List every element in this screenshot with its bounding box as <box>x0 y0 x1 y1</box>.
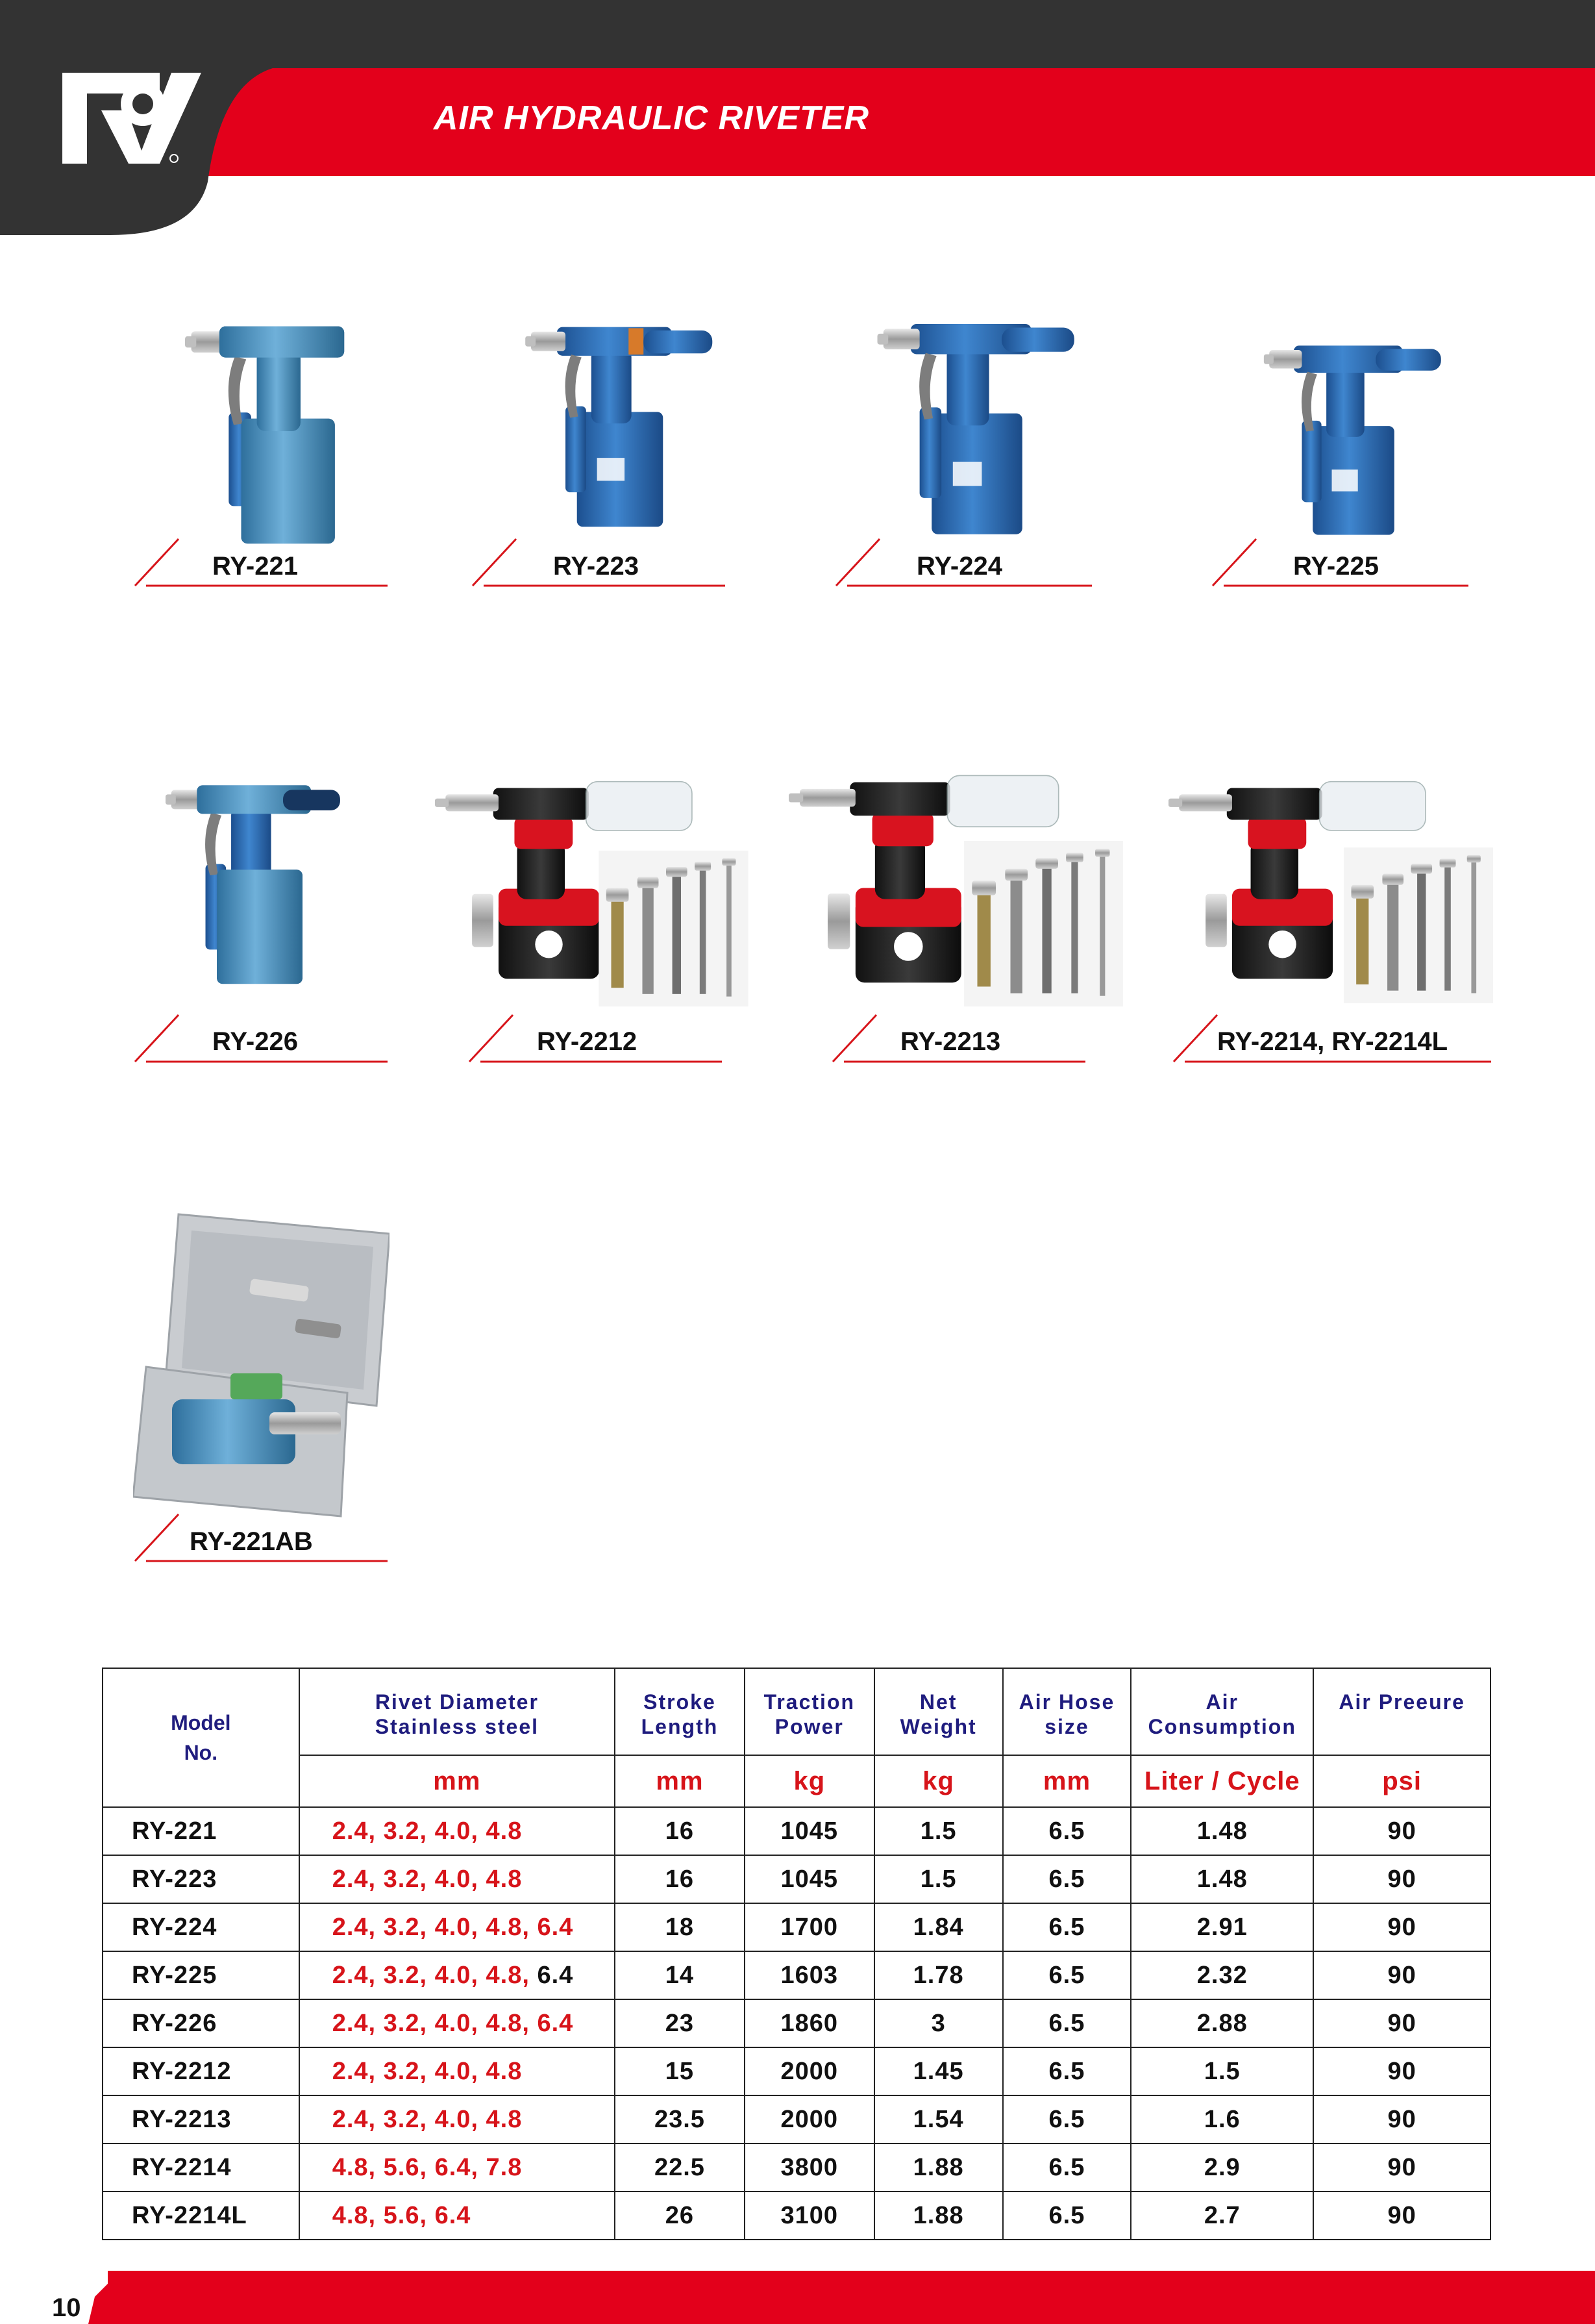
label-underline <box>133 1012 389 1064</box>
product-label-ry-2213: RY-2213 <box>900 1027 1001 1056</box>
stroke-cell: 16 <box>615 1855 745 1903</box>
table-row <box>103 1999 1490 2047</box>
weight-cell: 1.88 <box>874 2192 1003 2240</box>
stroke-cell: 22.5 <box>615 2143 745 2192</box>
psi-cell: 90 <box>1313 2143 1490 2192</box>
air-cell: 2.9 <box>1131 2143 1313 2192</box>
hose-cell: 6.5 <box>1003 2095 1131 2143</box>
label-underline <box>834 536 1094 588</box>
table-row <box>103 1855 1490 1903</box>
hose-cell: 6.5 <box>1003 1903 1131 1951</box>
model-cell: RY-225 <box>103 1951 299 1999</box>
hose-cell: 6.5 <box>1003 1807 1131 1855</box>
model-cell: RY-2214 <box>103 2143 299 2192</box>
header-stroke-length: Stroke Length <box>615 1668 745 1755</box>
header-model-label: Model No. <box>171 1711 231 1764</box>
product-photo-ry-221 <box>185 276 347 555</box>
psi-cell: 90 <box>1313 1903 1490 1951</box>
table-row <box>103 2192 1490 2240</box>
product-label-ry-226: RY-226 <box>212 1027 298 1056</box>
product-photo-ry-223 <box>513 286 727 532</box>
rivets-photo <box>958 841 1130 1006</box>
psi-cell: 90 <box>1313 2192 1490 2240</box>
header-air-pressure: Air Preeure <box>1313 1668 1490 1755</box>
rivet-diameter-cell: 2.4, 3.2, 4.0, 4.8, 6.4 <box>299 1999 615 2047</box>
psi-cell: 90 <box>1313 1855 1490 1903</box>
rivets-photo <box>1344 847 1493 1003</box>
unit-cell: kg <box>745 1755 874 1807</box>
rivet-diameter-cell: 2.4, 3.2, 4.0, 4.8, 6.4 <box>299 1903 615 1951</box>
product-photo-ry-226 <box>166 731 354 1003</box>
model-cell: RY-2213 <box>103 2095 299 2143</box>
footer-red-band <box>95 2271 1595 2324</box>
psi-cell: 90 <box>1313 1999 1490 2047</box>
header-model <box>103 1668 299 1807</box>
weight-cell: 1.45 <box>874 2047 1003 2095</box>
unit-cell: psi <box>1313 1755 1490 1807</box>
stroke-cell: 15 <box>615 2047 745 2095</box>
air-cell: 2.88 <box>1131 1999 1313 2047</box>
traction-cell: 1045 <box>745 1855 874 1903</box>
air-cell: 2.91 <box>1131 1903 1313 1951</box>
header-net-weight: Net Weight <box>874 1668 1003 1755</box>
weight-cell: 1.5 <box>874 1855 1003 1903</box>
product-photo-ry-224 <box>873 281 1081 540</box>
product-label-ry-221: RY-221 <box>212 552 298 581</box>
label-underline <box>1211 536 1470 588</box>
rivet-diameter-cell: 4.8, 5.6, 6.4 <box>299 2192 615 2240</box>
header-rivet-diameter: Rivet Diameter Stainless steel <box>299 1668 615 1755</box>
brand-logo <box>62 73 218 170</box>
header-air-consumption: Air Consumption <box>1131 1668 1313 1755</box>
air-cell: 1.6 <box>1131 2095 1313 2143</box>
psi-cell: 90 <box>1313 2047 1490 2095</box>
label-underline <box>471 536 727 588</box>
rivet-diameter-cell: 2.4, 3.2, 4.0, 4.8 <box>299 2095 615 2143</box>
air-cell: 1.5 <box>1131 2047 1313 2095</box>
stroke-cell: 26 <box>615 2192 745 2240</box>
specification-table <box>102 1668 1491 2240</box>
stroke-cell: 14 <box>615 1951 745 1999</box>
stroke-cell: 23 <box>615 1999 745 2047</box>
product-photo-ry-225 <box>1253 306 1454 540</box>
header-air-hose-size: Air Hose size <box>1003 1668 1131 1755</box>
hose-cell: 6.5 <box>1003 2192 1131 2240</box>
traction-cell: 3800 <box>745 2143 874 2192</box>
air-cell: 2.7 <box>1131 2192 1313 2240</box>
product-label-ry-221ab: RY-221AB <box>190 1527 313 1556</box>
table-row <box>103 1807 1490 1855</box>
rivet-diameter-cell: 4.8, 5.6, 6.4, 7.8 <box>299 2143 615 2192</box>
psi-cell: 90 <box>1313 1807 1490 1855</box>
traction-cell: 1700 <box>745 1903 874 1951</box>
weight-cell: 1.78 <box>874 1951 1003 1999</box>
product-photo-ry-221ab <box>133 1205 389 1529</box>
product-label-ry-224: RY-224 <box>917 552 1002 581</box>
label-underline <box>831 1012 1087 1064</box>
hose-cell: 6.5 <box>1003 1855 1131 1903</box>
model-cell: RY-224 <box>103 1903 299 1951</box>
rivet-diameter-cell: 2.4, 3.2, 4.0, 4.8 <box>299 1855 615 1903</box>
product-label-ry-2212: RY-2212 <box>537 1027 637 1056</box>
model-cell: RY-221 <box>103 1807 299 1855</box>
psi-cell: 90 <box>1313 1951 1490 1999</box>
psi-cell: 90 <box>1313 2095 1490 2143</box>
table-unit-row <box>103 1755 1490 1807</box>
weight-cell: 3 <box>874 1999 1003 2047</box>
table-row <box>103 1951 1490 1999</box>
rivet-diameter-cell: 2.4, 3.2, 4.0, 4.8 <box>299 2047 615 2095</box>
stroke-cell: 16 <box>615 1807 745 1855</box>
traction-cell: 1603 <box>745 1951 874 1999</box>
unit-cell: kg <box>874 1755 1003 1807</box>
label-underline <box>467 1012 724 1064</box>
hose-cell: 6.5 <box>1003 2143 1131 2192</box>
table-row <box>103 1903 1490 1951</box>
weight-cell: 1.5 <box>874 1807 1003 1855</box>
table-row <box>103 2143 1490 2192</box>
traction-cell: 1045 <box>745 1807 874 1855</box>
unit-cell: mm <box>1003 1755 1131 1807</box>
label-underline <box>133 536 389 588</box>
rivet-diameter-cell: 2.4, 3.2, 4.0, 4.8 <box>299 1807 615 1855</box>
model-cell: RY-226 <box>103 1999 299 2047</box>
air-cell: 1.48 <box>1131 1807 1313 1855</box>
hose-cell: 6.5 <box>1003 1999 1131 2047</box>
product-label-ry-225: RY-225 <box>1293 552 1379 581</box>
air-cell: 2.32 <box>1131 1951 1313 1999</box>
table-row <box>103 2047 1490 2095</box>
model-cell: RY-2214L <box>103 2192 299 2240</box>
product-label-ry-223: RY-223 <box>553 552 639 581</box>
hose-cell: 6.5 <box>1003 1951 1131 1999</box>
unit-cell: mm <box>299 1755 615 1807</box>
weight-cell: 1.54 <box>874 2095 1003 2143</box>
header-traction-power: Traction Power <box>745 1668 874 1755</box>
unit-cell: Liter / Cycle <box>1131 1755 1313 1807</box>
label-underline <box>1172 1012 1493 1064</box>
rivet-diameter-cell: 2.4, 3.2, 4.0, 4.8, 6.4 <box>299 1951 615 1999</box>
stroke-cell: 18 <box>615 1903 745 1951</box>
model-cell: RY-223 <box>103 1855 299 1903</box>
air-cell: 1.48 <box>1131 1855 1313 1903</box>
page-number: 10 <box>52 2293 81 2322</box>
hose-cell: 6.5 <box>1003 2047 1131 2095</box>
product-label-ry-2214: RY-2214, RY-2214L <box>1217 1027 1448 1056</box>
traction-cell: 2000 <box>745 2047 874 2095</box>
table-header-row <box>103 1668 1490 1755</box>
unit-cell: mm <box>615 1755 745 1807</box>
traction-cell: 2000 <box>745 2095 874 2143</box>
traction-cell: 1860 <box>745 1999 874 2047</box>
traction-cell: 3100 <box>745 2192 874 2240</box>
weight-cell: 1.88 <box>874 2143 1003 2192</box>
table-row <box>103 2095 1490 2143</box>
label-underline <box>133 1511 389 1563</box>
weight-cell: 1.84 <box>874 1903 1003 1951</box>
stroke-cell: 23.5 <box>615 2095 745 2143</box>
page-title: AIR HYDRAULIC RIVETER <box>434 99 870 137</box>
rivets-photo <box>591 851 756 1006</box>
model-cell: RY-2212 <box>103 2047 299 2095</box>
